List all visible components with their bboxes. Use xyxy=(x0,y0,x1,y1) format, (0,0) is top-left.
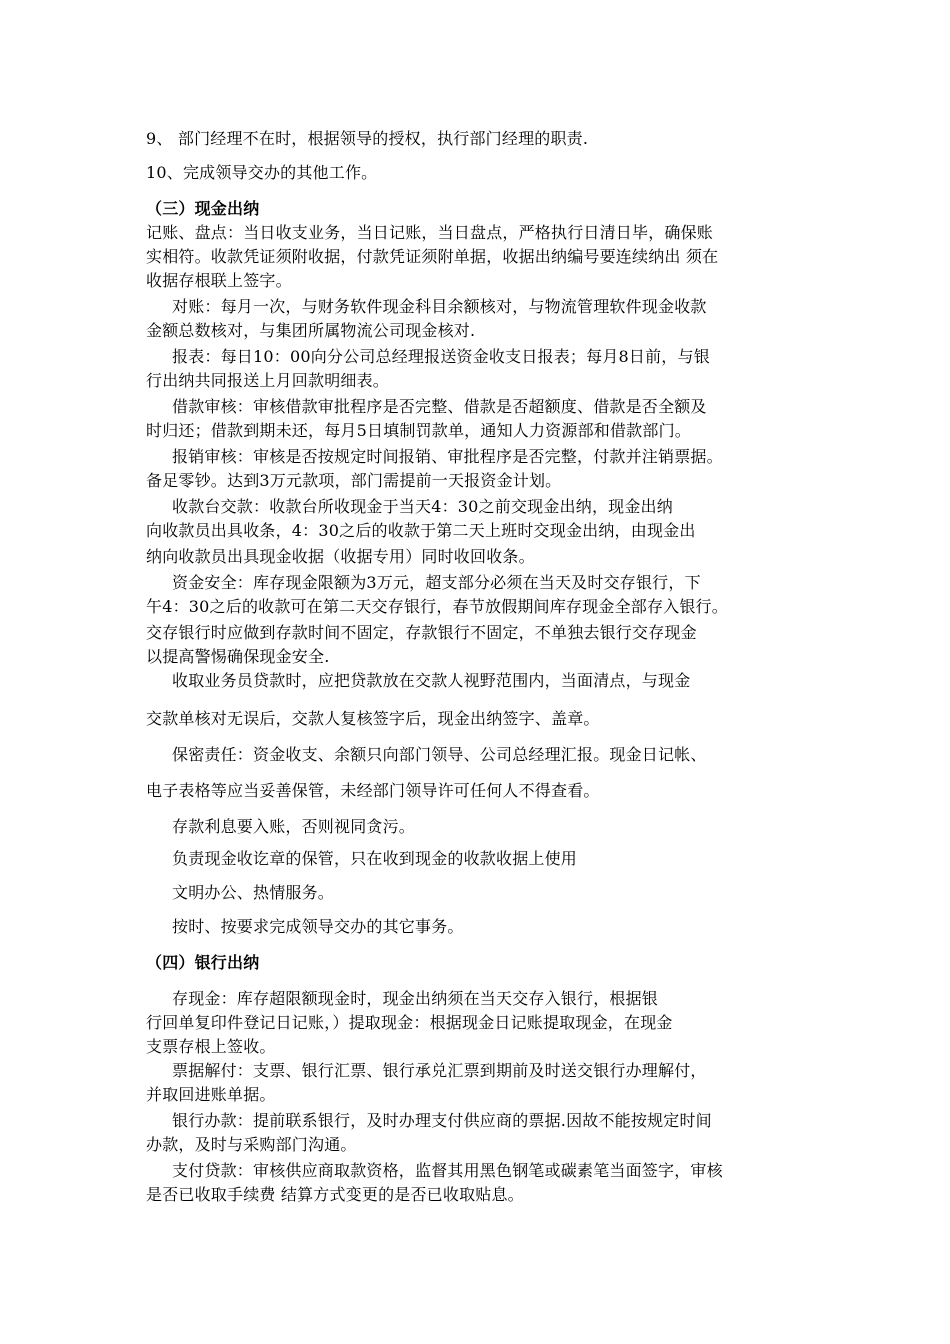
paragraph-line: 借款审核：审核借款审批程序是否完整、借款是否超额度、借款是否全额及 xyxy=(172,397,707,416)
paragraph-line: 存款利息要入账，否则视同贪污。 xyxy=(172,817,416,836)
paragraph-line: 资金安全：库存现金限额为3万元，超支部分必须在当天及时交存银行，下 xyxy=(172,573,701,592)
paragraph-line: 实相符。收款凭证须附收据，付款凭证须附单据，收据出纳编号要连续纳出 须在 xyxy=(146,247,719,266)
paragraph-line: 行出纳共同报送上月回款明细表。 xyxy=(146,371,390,390)
paragraph-line: 支付贷款：审核供应商取款资格，监督其用黑色钢笔或碳素笔当面签字，审核 xyxy=(172,1161,723,1180)
section-heading-cash-cashier: （三）现金出纳 xyxy=(146,199,260,218)
section-heading-bank-cashier: （四）银行出纳 xyxy=(146,953,260,972)
paragraph-line: 对账：每月一次，与财务软件现金科目余额核对，与物流管理软件现金收款 xyxy=(172,297,707,316)
paragraph-line: 存现金：库存超限额现金时，现金出纳须在当天交存入银行，根据银 xyxy=(172,989,659,1008)
paragraph-line: 收款台交款：收款台所收现金于当天4：30之前交现金出纳，现金出纳 xyxy=(172,497,673,516)
paragraph-line: 时归还；借款到期未还，每月5日填制罚款单，通知人力资源部和借款部门。 xyxy=(146,421,691,440)
paragraph-line: 收取业务员贷款时，应把贷款放在交款人视野范围内，当面清点，与现金 xyxy=(172,671,691,690)
paragraph-line: 文明办公、热情服务。 xyxy=(172,883,335,902)
paragraph-line: 收据存根联上签字。 xyxy=(146,271,292,290)
paragraph-line: 支票存根上签收。 xyxy=(146,1037,276,1056)
paragraph-line: 按时、按要求完成领导交办的其它事务。 xyxy=(172,917,464,936)
paragraph-line: 并取回进账单据。 xyxy=(146,1085,276,1104)
paragraph-line: 以提高警惕确保现金安全. xyxy=(146,647,330,666)
paragraph-line: 午4：30之后的收款可在第二天交存银行，春节放假期间库存现金全部存入银行。 xyxy=(146,597,728,616)
paragraph-line: 是否已收取手续费 结算方式变更的是否已收取贴息。 xyxy=(146,1185,524,1204)
paragraph-line: 纳向收款员出具现金收据（收据专用）同时收回收条。 xyxy=(146,547,535,566)
paragraph-line: 向收款员出具收条，4：30之后的收款于第二天上班时交现金出纳，由现金出 xyxy=(146,521,696,540)
paragraph-line: 负责现金收讫章的保管，只在收到现金的收款收据上使用 xyxy=(172,849,578,868)
paragraph-line: 交存银行时应做到存款时间不固定，存款银行不固定，不单独去银行交存现金 xyxy=(146,623,697,642)
paragraph-line: 报销审核：审核是否按规定时间报销、审批程序是否完整，付款并注销票据。 xyxy=(172,447,723,466)
paragraph-line: 备足零钞。达到3万元款项，部门需提前一天报资金计划。 xyxy=(146,471,562,490)
paragraph-line: 交款单核对无误后，交款人复核签字后，现金出纳签字、盖章。 xyxy=(146,709,600,728)
paragraph-line: 金额总数核对，与集团所属物流公司现金核对. xyxy=(146,321,476,340)
line-9: 9、 部门经理不在时，根据领导的授权，执行部门经理的职责. xyxy=(146,129,589,148)
paragraph-line: 票据解付：支票、银行汇票、银行承兑汇票到期前及时送交银行办理解付， xyxy=(172,1061,707,1080)
paragraph-line: 保密责任：资金收支、余额只向部门领导、公司总经理汇报。现金日记帐、 xyxy=(172,745,707,764)
paragraph-line: 电子表格等应当妥善保管，未经部门领导许可任何人不得查看。 xyxy=(146,781,600,800)
paragraph-line: 行回单复印件登记日记账，）提取现金：根据现金日记账提取现金，在现金 xyxy=(146,1013,673,1032)
paragraph-line: 记账、盘点：当日收支业务，当日记账，当日盘点，严格执行日清日毕，确保账 xyxy=(146,223,714,242)
paragraph-line: 办款，及时与采购部门沟通。 xyxy=(146,1135,357,1154)
paragraph-line: 银行办款：提前联系银行，及时办理支付供应商的票据.因故不能按规定时间 xyxy=(172,1111,712,1130)
paragraph-line: 报表：每日10：00向分公司总经理报送资金收支日报表；每月8日前，与银 xyxy=(172,347,710,366)
line-10: 10、完成领导交办的其他工作。 xyxy=(146,163,378,182)
